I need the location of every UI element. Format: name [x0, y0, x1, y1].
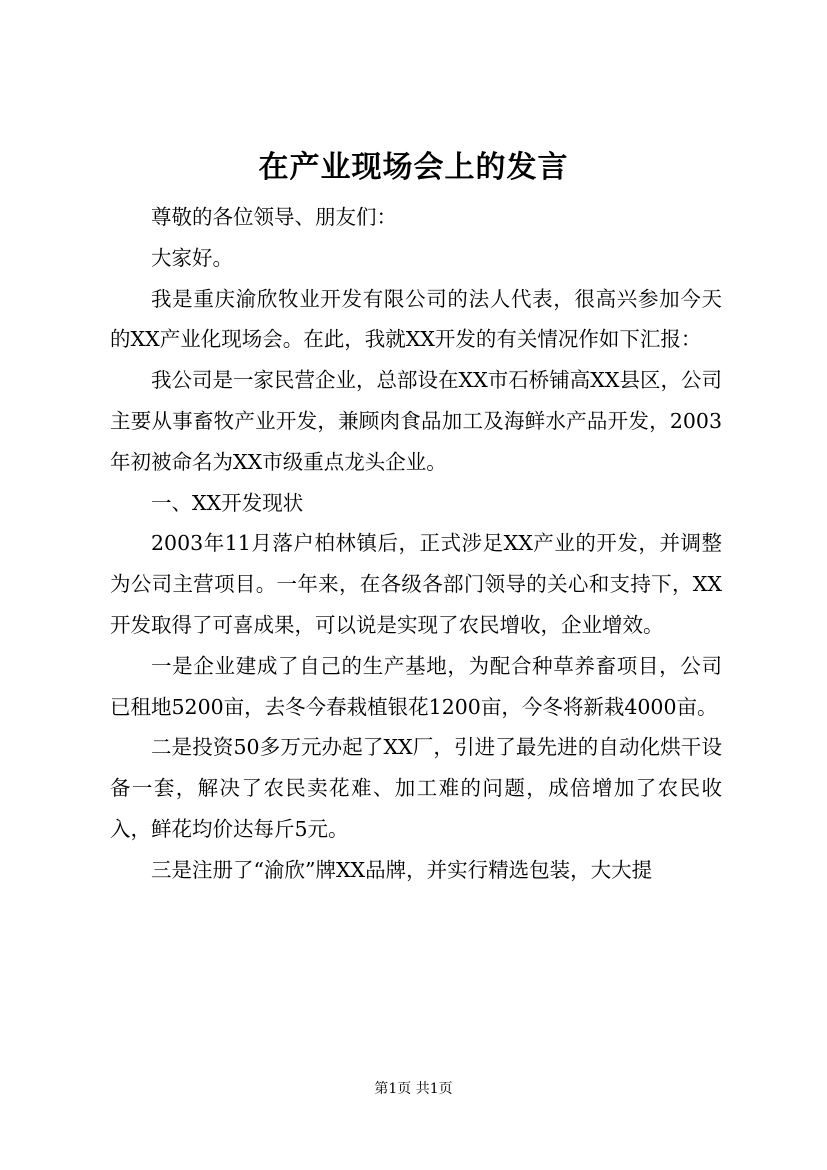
paragraph-intro: 我是重庆渝欣牧业开发有限公司的法人代表，很高兴参加今天的XX产业化现场会。在此，我就XX开发的有关情况作如下汇报： — [110, 286, 722, 352]
paragraph-greeting: 大家好。 — [151, 245, 233, 270]
paragraph-point-two: 二是投资50多万元办起了XX厂，引进了最先进的自动化烘干设备一套，解决了农民卖花难、加工难的问题，成倍增加了农民收入，鲜花均价达每斤5元。 — [110, 735, 722, 841]
section-heading: 一、XX开发现状 — [151, 490, 304, 515]
paragraph-status: 2003年11月落户柏林镇后，正式涉足XX产业的开发，并调整为公司主营项目。一年来，在各级各部门领导的关心和支持下，XX开发取得了可喜成果，可以说是实现了农民增收，企业增效。 — [110, 531, 722, 637]
paragraph-point-three: 三是注册了“渝欣”牌XX品牌，并实行精选包装，大大提 — [151, 857, 653, 882]
document-body — [110, 197, 722, 891]
document-title: 在产业现场会上的发言 — [258, 150, 569, 185]
paragraph-point-one: 一是企业建成了自己的生产基地，为配合种草养畜项目，公司已租地5200亩，去冬今春栽植银花1200亩，今冬将新栽4000亩。 — [110, 653, 722, 719]
paragraph-salutation: 尊敬的各位领导、朋友们： — [151, 205, 397, 229]
paragraph-company: 我公司是一家民营企业，总部设在XX市石桥铺高XX县区，公司主要从事畜牧产业开发，兼顾肉食品加工及海鲜水产品开发，2003年初被命名为XX市级重点龙头企业。 — [110, 368, 722, 474]
page-footer: 第1页 共1页 — [374, 1081, 453, 1097]
